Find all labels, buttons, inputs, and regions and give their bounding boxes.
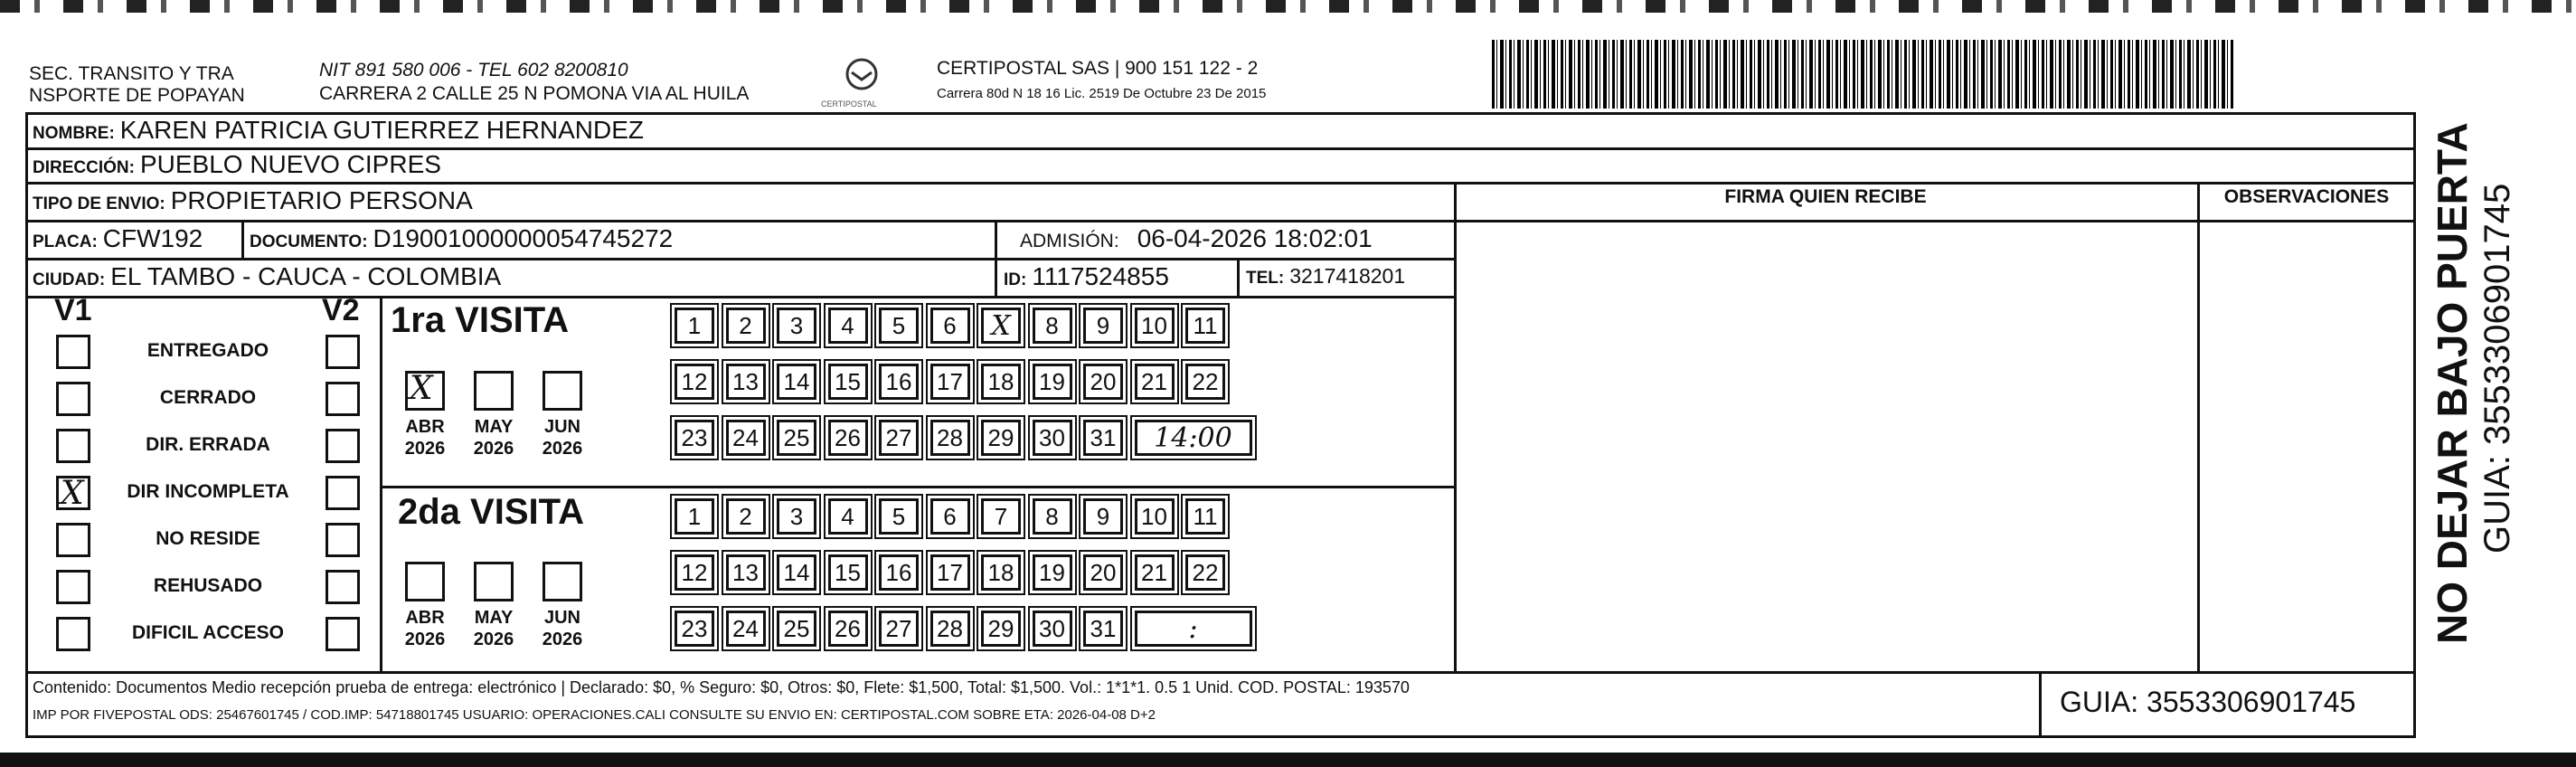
day-box[interactable]: 2 <box>726 308 766 344</box>
day-box[interactable]: 24 <box>726 420 766 456</box>
day-box[interactable]: 26 <box>828 611 868 647</box>
no-dejar-bajo-puerta: NO DEJAR BAJO PUERTA <box>2429 122 2476 644</box>
month-label <box>535 607 590 650</box>
v2-header: V2 <box>322 293 360 327</box>
status-label: DIFICIL ACCESO <box>131 622 284 643</box>
v1-check-mark: X <box>61 475 84 512</box>
sender-line-2: NSPORTE DE POPAYAN <box>29 85 245 106</box>
month-check-mark: X <box>410 370 433 407</box>
day-box[interactable]: 15 <box>828 554 868 591</box>
day-box[interactable]: 15 <box>828 364 868 400</box>
observaciones-label: OBSERVACIONES <box>2223 186 2390 207</box>
day-box[interactable]: 21 <box>1135 364 1175 400</box>
row-divider <box>25 258 1454 260</box>
month-checkbox[interactable] <box>474 371 514 411</box>
day-box[interactable]: 18 <box>981 364 1021 400</box>
direccion-field <box>33 150 441 179</box>
day-box[interactable]: 26 <box>828 420 868 456</box>
tipo-field <box>33 186 473 215</box>
direccion-label: DIRECCIÓN: <box>33 158 135 177</box>
footer-divider <box>25 671 2416 674</box>
bottom-edge-bar <box>0 753 2576 767</box>
ciudad-value: EL TAMBO - CAUCA - COLOMBIA <box>110 262 502 290</box>
nombre-field <box>33 116 644 145</box>
day-box[interactable]: 18 <box>981 554 1021 591</box>
month-name: MAY <box>474 608 514 628</box>
day-box[interactable]: 8 <box>1033 308 1072 344</box>
admision-field <box>1020 224 1373 253</box>
svg-text:CERTIPOSTAL: CERTIPOSTAL <box>821 99 877 109</box>
col-divider <box>1454 182 1457 671</box>
v2-checkbox[interactable] <box>326 382 360 416</box>
day-box[interactable]: 2 <box>726 498 766 535</box>
v1-checkbox[interactable] <box>56 382 90 416</box>
day-box[interactable]: 7 <box>981 498 1021 535</box>
day-box[interactable]: 17 <box>930 554 970 591</box>
side-guia-number: GUIA: 3553306901745 <box>2477 183 2517 554</box>
v2-checkbox[interactable] <box>326 335 360 369</box>
barcode <box>1492 40 2233 109</box>
status-label: CERRADO <box>159 387 257 408</box>
month-name: JUN <box>543 417 580 437</box>
day-box[interactable]: 13 <box>726 554 766 591</box>
month-year: 2026 <box>542 439 583 459</box>
row-divider <box>25 296 1454 298</box>
col-divider <box>2197 182 2200 671</box>
month-year: 2026 <box>404 439 446 459</box>
tel-label: TEL: <box>1246 269 1285 288</box>
day-box[interactable]: 22 <box>1185 364 1225 400</box>
day-box[interactable]: 4 <box>828 498 868 535</box>
month-year: 2026 <box>404 630 446 649</box>
admision-label: ADMISIÓN: <box>1020 231 1119 251</box>
ciudad-label: CIUDAD: <box>33 270 106 289</box>
documento-label: DOCUMENTO: <box>250 232 368 251</box>
nombre-label: NOMBRE: <box>33 124 115 143</box>
placa-field <box>33 224 203 253</box>
month-name: ABR <box>405 608 445 628</box>
tipo-value: PROPIETARIO PERSONA <box>170 186 473 214</box>
day-box[interactable]: 8 <box>1033 498 1072 535</box>
admision-value: 06-04-2026 18:02:01 <box>1137 224 1373 252</box>
day-box[interactable]: 29 <box>981 420 1021 456</box>
day-box[interactable]: 3 <box>777 308 816 344</box>
cell-divider <box>241 220 244 258</box>
month-checkbox[interactable] <box>474 562 514 601</box>
month-year: 2026 <box>542 630 583 649</box>
tel-value: 3217418201 <box>1289 264 1406 288</box>
day-box[interactable]: 5 <box>879 308 919 344</box>
visit-divider <box>380 486 1454 488</box>
day-box[interactable]: 24 <box>726 611 766 647</box>
status-label: DIR. ERRADA <box>146 434 270 455</box>
month-label <box>467 416 521 459</box>
month-year: 2026 <box>473 439 514 459</box>
day-box[interactable]: 28 <box>930 611 970 647</box>
row-divider <box>25 220 2416 223</box>
month-name: JUN <box>543 608 580 628</box>
license-line: Carrera 80d N 18 16 Lic. 2519 De Octubre 23 De 2015 <box>937 86 1267 101</box>
day-box[interactable]: 23 <box>675 420 714 456</box>
cell-divider <box>995 258 997 296</box>
ciudad-field <box>33 262 501 291</box>
month-checkbox[interactable] <box>405 371 445 411</box>
month-label <box>467 607 521 650</box>
day-box[interactable]: 19 <box>1033 554 1072 591</box>
day-box[interactable]: 5 <box>879 498 919 535</box>
tel-field <box>1246 264 1405 289</box>
day-box[interactable]: 20 <box>1083 554 1123 591</box>
day-box[interactable]: 27 <box>879 420 919 456</box>
cell-divider <box>995 220 997 258</box>
nit-line: NIT 891 580 006 - TEL 602 8200810 <box>319 60 628 80</box>
day-box[interactable]: 4 <box>828 308 868 344</box>
visit1-title: 1ra VISITA <box>391 300 570 340</box>
month-checkbox[interactable] <box>543 371 582 411</box>
id-value: 1117524855 <box>1032 262 1169 290</box>
status-label: DIR INCOMPLETA <box>127 481 289 502</box>
day-box[interactable]: 1 <box>675 308 714 344</box>
tipo-label: TIPO DE ENVIO: <box>33 194 165 213</box>
direccion-value: PUEBLO NUEVO CIPRES <box>139 150 441 178</box>
v2-checkbox[interactable] <box>326 429 360 463</box>
day-box[interactable]: 27 <box>879 611 919 647</box>
day-box[interactable]: 30 <box>1033 420 1072 456</box>
visit2-title: 2da VISITA <box>398 492 584 532</box>
v1-checkbox[interactable] <box>56 476 90 510</box>
month-name: ABR <box>405 417 445 437</box>
month-checkbox[interactable] <box>405 562 445 601</box>
day-box[interactable]: 16 <box>879 554 919 591</box>
day-box[interactable]: 1 <box>675 498 714 535</box>
status-divider <box>380 296 382 671</box>
id-label: ID: <box>1004 270 1027 289</box>
month-label <box>398 416 452 459</box>
sender-line-1: SEC. TRANSITO Y TRA <box>29 63 234 84</box>
day-box[interactable]: 28 <box>930 420 970 456</box>
v1-checkbox[interactable] <box>56 523 90 557</box>
month-year: 2026 <box>473 630 514 649</box>
month-label <box>535 416 590 459</box>
day-box[interactable]: 9 <box>1083 308 1123 344</box>
documento-field <box>250 224 673 253</box>
status-label: ENTREGADO <box>146 340 269 361</box>
day-box[interactable]: 20 <box>1083 364 1123 400</box>
v2-checkbox[interactable] <box>326 476 360 510</box>
row-divider <box>25 182 2416 185</box>
day-box[interactable]: 11 <box>1185 308 1225 344</box>
v1-checkbox[interactable] <box>56 335 90 369</box>
day-box[interactable]: 14 <box>777 554 816 591</box>
footer-content-line: Contenido: Documentos Medio recepción prueba de entrega: electrónico | Declarado: $0, % Seguro: $0, Otros: $0, Flete: $1,500, Total: $1,500. Vol.: 1*1*1. 0.5 1 Unid. COD. POSTAL: 193570 <box>33 678 1410 696</box>
id-field <box>1004 262 1169 291</box>
footer-print-line: IMP POR FIVEPOSTAL ODS: 25467601745 / COD.IMP: 54718801745 USUARIO: OPERACIONES.CALI CONSULTE SU ENVIO EN: CERTIPOSTAL.COM SOBRE ETA: 2026-04-08 D+2 <box>33 707 1156 723</box>
day-box[interactable]: X <box>981 308 1021 344</box>
v1-checkbox[interactable] <box>56 570 90 604</box>
day-box[interactable]: 12 <box>675 554 714 591</box>
day-box[interactable]: 25 <box>777 611 816 647</box>
day-box[interactable]: 19 <box>1033 364 1072 400</box>
day-box[interactable]: 11 <box>1185 498 1225 535</box>
day-box[interactable]: 21 <box>1135 554 1175 591</box>
documento-value: D19001000000054745272 <box>373 224 674 252</box>
footer-guia-divider <box>2039 671 2042 738</box>
cell-divider <box>1237 258 1240 296</box>
placa-value: CFW192 <box>102 224 203 252</box>
day-box[interactable]: 13 <box>726 364 766 400</box>
top-edge-bars <box>0 0 2576 13</box>
day-box[interactable]: 10 <box>1135 498 1175 535</box>
day-box[interactable]: 31 <box>1083 420 1123 456</box>
v2-checkbox[interactable] <box>326 570 360 604</box>
month-name: MAY <box>474 417 514 437</box>
day-box[interactable]: 6 <box>930 498 970 535</box>
day-box[interactable]: 12 <box>675 364 714 400</box>
firma-label: FIRMA QUIEN RECIBE <box>1724 186 1927 207</box>
day-box[interactable]: 29 <box>981 611 1021 647</box>
placa-label: PLACA: <box>33 232 98 251</box>
footer-guia-number: GUIA: 3553306901745 <box>2060 686 2356 718</box>
v1-checkbox[interactable] <box>56 429 90 463</box>
v1-header: V1 <box>54 293 92 327</box>
day-box[interactable]: 10 <box>1135 308 1175 344</box>
day-box[interactable]: 14 <box>777 364 816 400</box>
day-box[interactable]: 9 <box>1083 498 1123 535</box>
day-box[interactable]: 6 <box>930 308 970 344</box>
day-box[interactable]: 16 <box>879 364 919 400</box>
visit-time-box[interactable]: 14:00 <box>1135 420 1252 456</box>
day-box[interactable]: 22 <box>1185 554 1225 591</box>
day-box[interactable]: 3 <box>777 498 816 535</box>
status-label: REHUSADO <box>153 575 263 596</box>
day-box[interactable]: 31 <box>1083 611 1123 647</box>
month-label <box>398 607 452 650</box>
day-box[interactable]: 23 <box>675 611 714 647</box>
status-label: NO RESIDE <box>156 528 260 549</box>
visit-time-box[interactable]: : <box>1135 611 1252 647</box>
company-line: CERTIPOSTAL SAS | 900 151 122 - 2 <box>937 58 1259 79</box>
day-box[interactable]: 25 <box>777 420 816 456</box>
v2-checkbox[interactable] <box>326 523 360 557</box>
address-line: CARRERA 2 CALLE 25 N POMONA VIA AL HUILA <box>319 83 750 104</box>
nombre-value: KAREN PATRICIA GUTIERREZ HERNANDEZ <box>119 116 645 144</box>
certipostal-logo <box>819 54 882 110</box>
day-box[interactable]: 17 <box>930 364 970 400</box>
day-box[interactable]: 30 <box>1033 611 1072 647</box>
v2-checkbox[interactable] <box>326 617 360 651</box>
v1-checkbox[interactable] <box>56 617 90 651</box>
month-checkbox[interactable] <box>543 562 582 601</box>
